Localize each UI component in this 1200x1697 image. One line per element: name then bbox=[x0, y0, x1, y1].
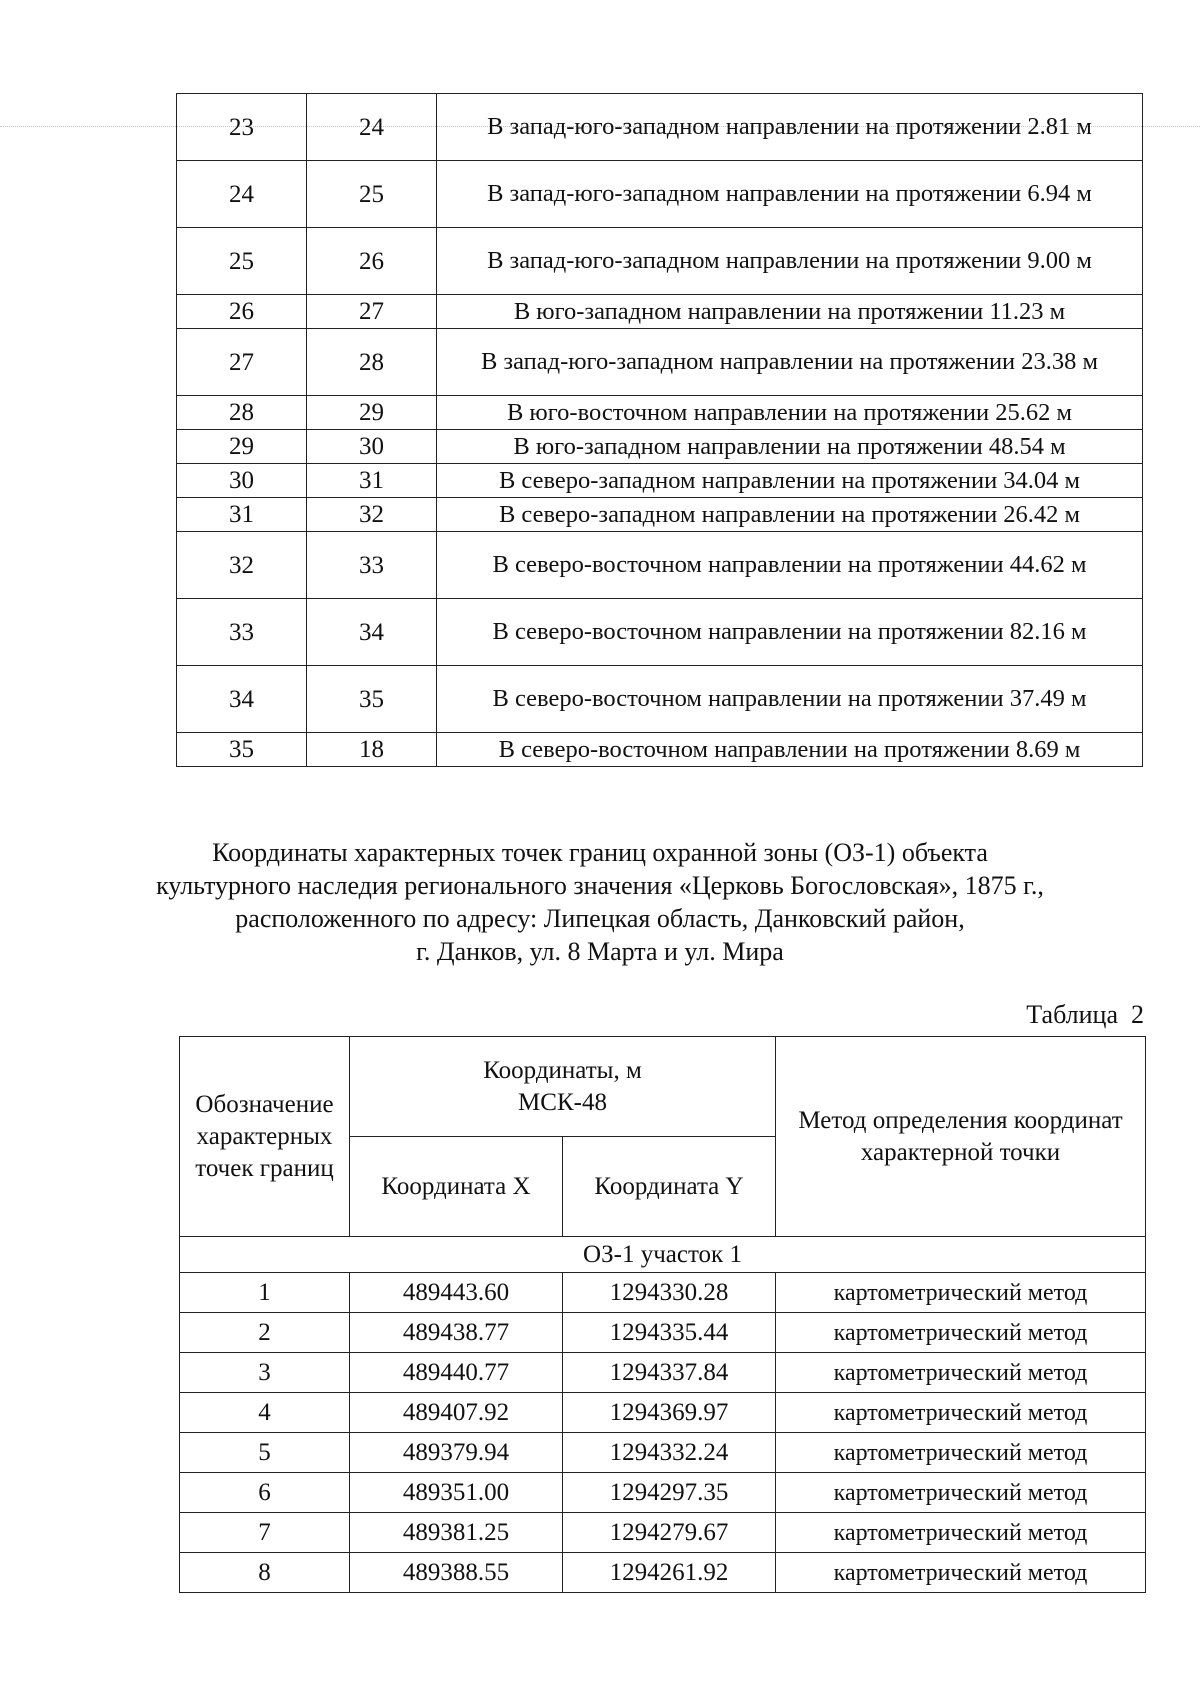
point-number: 6 bbox=[180, 1473, 350, 1513]
coord-y: 1294330.28 bbox=[563, 1273, 776, 1313]
from-point: 27 bbox=[177, 329, 307, 396]
coord-y: 1294335.44 bbox=[563, 1313, 776, 1353]
table-row bbox=[180, 1273, 1146, 1313]
header-coord-x: Координата X bbox=[350, 1137, 563, 1237]
method: картометрический метод bbox=[776, 1513, 1146, 1553]
direction-description: В запад-юго-западном направлении на протяжении 6.94 м bbox=[437, 161, 1143, 228]
table-row bbox=[177, 666, 1143, 733]
from-point: 32 bbox=[177, 532, 307, 599]
from-point: 30 bbox=[177, 464, 307, 498]
to-point: 32 bbox=[307, 498, 437, 532]
point-number: 2 bbox=[180, 1313, 350, 1353]
from-point: 29 bbox=[177, 430, 307, 464]
to-point: 34 bbox=[307, 599, 437, 666]
coord-y: 1294337.84 bbox=[563, 1353, 776, 1393]
to-point: 28 bbox=[307, 329, 437, 396]
table-row bbox=[177, 295, 1143, 329]
coord-x: 489351.00 bbox=[350, 1473, 563, 1513]
direction-description: В юго-западном направлении на протяжении 11.23 м bbox=[437, 295, 1143, 329]
direction-description: В северо-восточном направлении на протяжении 37.49 м bbox=[437, 666, 1143, 733]
table-row bbox=[177, 430, 1143, 464]
table-row bbox=[180, 1393, 1146, 1433]
coord-x: 489443.60 bbox=[350, 1273, 563, 1313]
to-point: 29 bbox=[307, 396, 437, 430]
direction-description: В юго-западном направлении на протяжении 48.54 м bbox=[437, 430, 1143, 464]
header-coordinates-units: Координаты, м bbox=[483, 1056, 642, 1084]
table-row bbox=[177, 464, 1143, 498]
direction-description: В северо-восточном направлении на протяжении 8.69 м bbox=[437, 733, 1143, 767]
to-point: 30 bbox=[307, 430, 437, 464]
table-row bbox=[177, 228, 1143, 295]
coord-y: 1294297.35 bbox=[563, 1473, 776, 1513]
direction-description: В запад-юго-западном направлении на протяжении 23.38 м bbox=[437, 329, 1143, 396]
from-point: 23 bbox=[177, 94, 307, 161]
from-point: 25 bbox=[177, 228, 307, 295]
table-row bbox=[180, 1313, 1146, 1353]
table-row bbox=[177, 532, 1143, 599]
direction-description: В запад-юго-западном направлении на протяжении 9.00 м bbox=[437, 228, 1143, 295]
coord-y: 1294279.67 bbox=[563, 1513, 776, 1553]
table-row bbox=[180, 1433, 1146, 1473]
table-row bbox=[177, 498, 1143, 532]
from-point: 24 bbox=[177, 161, 307, 228]
from-point: 26 bbox=[177, 295, 307, 329]
from-point: 28 bbox=[177, 396, 307, 430]
coord-y: 1294261.92 bbox=[563, 1553, 776, 1593]
header-method: Метод определения координат характерной точки bbox=[776, 1037, 1146, 1237]
point-number: 7 bbox=[180, 1513, 350, 1553]
method: картометрический метод bbox=[776, 1353, 1146, 1393]
to-point: 31 bbox=[307, 464, 437, 498]
method: картометрический метод bbox=[776, 1473, 1146, 1513]
coord-x: 489379.94 bbox=[350, 1433, 563, 1473]
heading-line: Координаты характерных точек границ охранной зоны (ОЗ-1) объекта bbox=[212, 838, 988, 867]
coord-x: 489388.55 bbox=[350, 1553, 563, 1593]
coord-x: 489438.77 bbox=[350, 1313, 563, 1353]
table-row bbox=[180, 1513, 1146, 1553]
method: картометрический метод bbox=[776, 1553, 1146, 1593]
table-row bbox=[177, 733, 1143, 767]
table-row bbox=[180, 1473, 1146, 1513]
coord-y: 1294332.24 bbox=[563, 1433, 776, 1473]
heading-line: г. Данков, ул. 8 Марта и ул. Мира bbox=[416, 937, 784, 966]
to-point: 33 bbox=[307, 532, 437, 599]
table-row bbox=[177, 329, 1143, 396]
point-number: 4 bbox=[180, 1393, 350, 1433]
point-number: 3 bbox=[180, 1353, 350, 1393]
coord-x: 489407.92 bbox=[350, 1393, 563, 1433]
to-point: 35 bbox=[307, 666, 437, 733]
from-point: 35 bbox=[177, 733, 307, 767]
point-number: 1 bbox=[180, 1273, 350, 1313]
table-row bbox=[177, 396, 1143, 430]
to-point: 26 bbox=[307, 228, 437, 295]
method: картометрический метод bbox=[776, 1273, 1146, 1313]
from-point: 34 bbox=[177, 666, 307, 733]
direction-description: В запад-юго-западном направлении на протяжении 2.81 м bbox=[437, 94, 1143, 161]
direction-description: В северо-западном направлении на протяжении 34.04 м bbox=[437, 464, 1143, 498]
direction-description: В северо-восточном направлении на протяжении 82.16 м bbox=[437, 599, 1143, 666]
method: картометрический метод bbox=[776, 1433, 1146, 1473]
point-number: 8 bbox=[180, 1553, 350, 1593]
point-number: 5 bbox=[180, 1433, 350, 1473]
table-row bbox=[177, 94, 1143, 161]
method: картометрический метод bbox=[776, 1313, 1146, 1353]
direction-description: В юго-восточном направлении на протяжении 25.62 м bbox=[437, 396, 1143, 430]
boundary-description-table bbox=[176, 93, 1143, 767]
direction-description: В северо-западном направлении на протяжении 26.42 м bbox=[437, 498, 1143, 532]
section-heading bbox=[100, 836, 1100, 968]
section-row: ОЗ-1 участок 1 bbox=[180, 1237, 1146, 1273]
header-coordinates bbox=[350, 1037, 776, 1137]
heading-line: культурного наследия регионального значения «Церковь Богословская», 1875 г., bbox=[156, 871, 1044, 900]
coord-x: 489440.77 bbox=[350, 1353, 563, 1393]
table-row bbox=[180, 1353, 1146, 1393]
from-point: 31 bbox=[177, 498, 307, 532]
coord-x: 489381.25 bbox=[350, 1513, 563, 1553]
to-point: 27 bbox=[307, 295, 437, 329]
to-point: 18 bbox=[307, 733, 437, 767]
table-row bbox=[180, 1553, 1146, 1593]
method: картометрический метод bbox=[776, 1393, 1146, 1433]
coordinates-table bbox=[179, 1036, 1146, 1593]
table-caption: Таблица 2 bbox=[1026, 1000, 1144, 1029]
from-point: 33 bbox=[177, 599, 307, 666]
heading-line: расположенного по адресу: Липецкая область, Данковский район, bbox=[235, 904, 965, 933]
header-designation: Обозначение характерных точек границ bbox=[180, 1037, 350, 1237]
to-point: 25 bbox=[307, 161, 437, 228]
header-coord-y: Координата Y bbox=[563, 1137, 776, 1237]
table-row bbox=[177, 161, 1143, 228]
header-coordinates-system: МСК-48 bbox=[518, 1088, 607, 1116]
table-row bbox=[177, 599, 1143, 666]
to-point: 24 bbox=[307, 94, 437, 161]
coord-y: 1294369.97 bbox=[563, 1393, 776, 1433]
direction-description: В северо-восточном направлении на протяжении 44.62 м bbox=[437, 532, 1143, 599]
